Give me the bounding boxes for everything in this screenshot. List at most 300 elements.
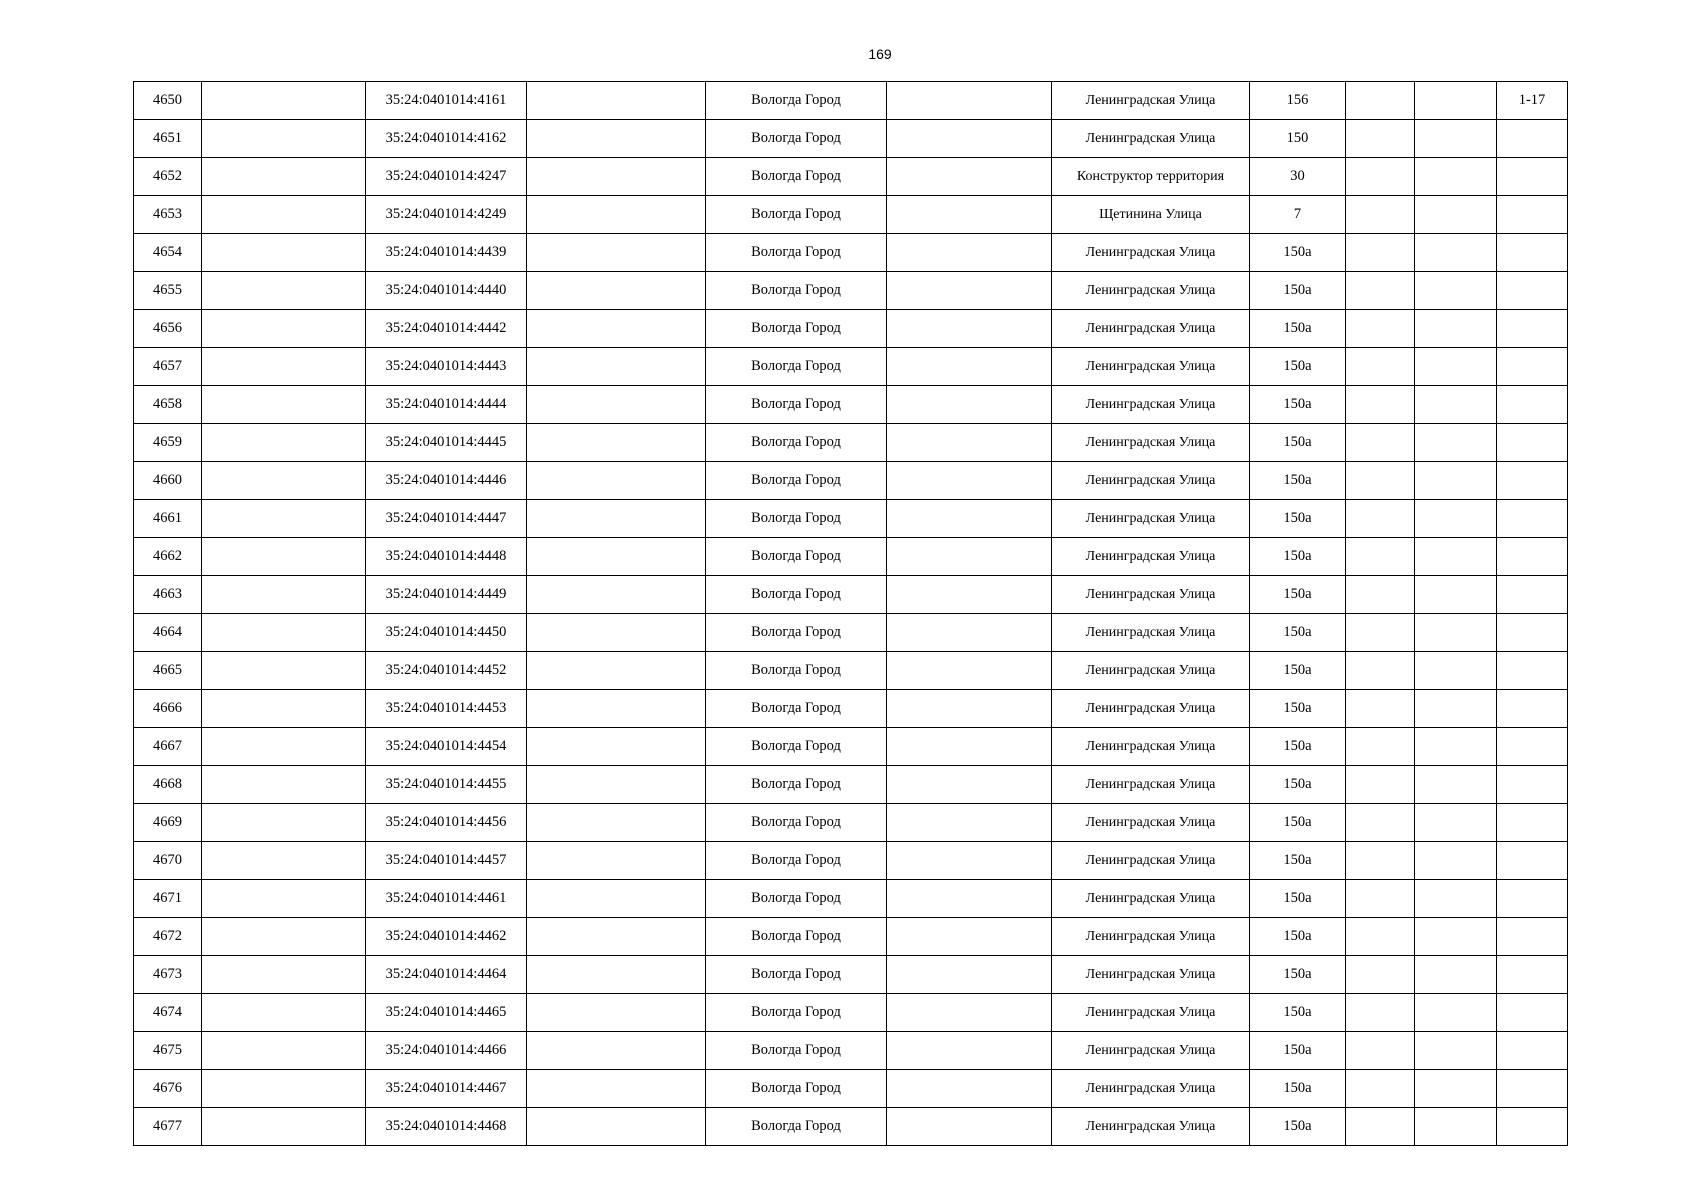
cell-house-number: 150а [1250,1070,1346,1108]
cell-apartment-range [1497,652,1568,690]
table-row [134,1032,1568,1070]
cell-street: Ленинградская Улица [1052,576,1250,614]
cell-empty [887,994,1052,1032]
cell-empty [887,424,1052,462]
cell-apartment-range [1497,424,1568,462]
cell-city: Вологда Город [706,234,887,272]
cell-empty [1346,956,1415,994]
cell-city: Вологда Город [706,1108,887,1146]
cell-city: Вологда Город [706,652,887,690]
cell-city: Вологда Город [706,500,887,538]
cell-street: Ленинградская Улица [1052,766,1250,804]
cell-empty [1415,1108,1497,1146]
table-row [134,462,1568,500]
cell-empty [1346,614,1415,652]
cell-apartment-range [1497,956,1568,994]
cell-apartment-range [1497,538,1568,576]
cell-empty [1415,614,1497,652]
cell-empty [202,880,366,918]
cell-row-number: 4672 [134,918,202,956]
cell-apartment-range [1497,348,1568,386]
cell-apartment-range [1497,234,1568,272]
cell-empty [1346,728,1415,766]
cell-city: Вологда Город [706,956,887,994]
cell-empty [202,82,366,120]
cell-city: Вологда Город [706,576,887,614]
cell-empty [887,272,1052,310]
cell-row-number: 4667 [134,728,202,766]
cell-street: Ленинградская Улица [1052,348,1250,386]
page-number: 169 [868,46,892,62]
cell-empty [202,614,366,652]
cell-row-number: 4663 [134,576,202,614]
cell-empty [527,766,706,804]
cell-street: Ленинградская Улица [1052,918,1250,956]
cell-empty [527,690,706,728]
cell-empty [1346,1108,1415,1146]
cell-row-number: 4651 [134,120,202,158]
table-row [134,766,1568,804]
cell-street: Ленинградская Улица [1052,1108,1250,1146]
cell-empty [202,956,366,994]
cell-empty [202,728,366,766]
table-row [134,158,1568,196]
cell-cadastral-number: 35:24:0401014:4247 [366,158,527,196]
cell-empty [527,880,706,918]
cell-empty [527,918,706,956]
cell-city: Вологда Город [706,918,887,956]
cell-empty [202,994,366,1032]
table-row [134,386,1568,424]
cell-house-number: 150а [1250,500,1346,538]
cell-house-number: 150а [1250,576,1346,614]
cell-cadastral-number: 35:24:0401014:4455 [366,766,527,804]
cell-house-number: 150а [1250,386,1346,424]
cell-empty [1346,424,1415,462]
cell-empty [202,576,366,614]
cell-empty [202,348,366,386]
cell-row-number: 4654 [134,234,202,272]
cell-city: Вологда Город [706,1070,887,1108]
cell-empty [1415,1070,1497,1108]
table-row [134,196,1568,234]
cell-city: Вологда Город [706,1032,887,1070]
cell-apartment-range [1497,842,1568,880]
cell-empty [1346,386,1415,424]
cell-city: Вологда Город [706,804,887,842]
cell-cadastral-number: 35:24:0401014:4453 [366,690,527,728]
cell-empty [1346,918,1415,956]
cell-empty [1346,994,1415,1032]
cell-empty [1346,804,1415,842]
cell-empty [1346,196,1415,234]
cell-empty [1346,158,1415,196]
cell-apartment-range [1497,690,1568,728]
cell-cadastral-number: 35:24:0401014:4443 [366,348,527,386]
cell-apartment-range [1497,766,1568,804]
cell-city: Вологда Город [706,728,887,766]
cell-cadastral-number: 35:24:0401014:4468 [366,1108,527,1146]
cell-empty [527,234,706,272]
cell-empty [887,348,1052,386]
cell-empty [1346,1070,1415,1108]
cell-city: Вологда Город [706,766,887,804]
cell-empty [1415,462,1497,500]
cell-apartment-range [1497,880,1568,918]
cell-cadastral-number: 35:24:0401014:4462 [366,918,527,956]
cell-empty [527,82,706,120]
cell-cadastral-number: 35:24:0401014:4467 [366,1070,527,1108]
table-row [134,842,1568,880]
cell-empty [887,158,1052,196]
cell-row-number: 4653 [134,196,202,234]
cell-empty [887,500,1052,538]
cell-row-number: 4674 [134,994,202,1032]
cell-row-number: 4661 [134,500,202,538]
cell-apartment-range [1497,1032,1568,1070]
cell-house-number: 150а [1250,690,1346,728]
cell-street: Щетинина Улица [1052,196,1250,234]
cell-row-number: 4662 [134,538,202,576]
cell-row-number: 4673 [134,956,202,994]
cell-street: Ленинградская Улица [1052,462,1250,500]
cell-cadastral-number: 35:24:0401014:4457 [366,842,527,880]
cell-row-number: 4655 [134,272,202,310]
cell-empty [202,158,366,196]
table-row [134,500,1568,538]
cell-empty [527,158,706,196]
cell-empty [1415,272,1497,310]
cell-empty [202,652,366,690]
cell-empty [887,728,1052,766]
cell-empty [1346,462,1415,500]
cell-street: Ленинградская Улица [1052,690,1250,728]
table-row [134,1108,1568,1146]
cell-empty [1415,576,1497,614]
cell-empty [887,576,1052,614]
cell-empty [527,120,706,158]
cell-empty [887,310,1052,348]
cell-house-number: 150а [1250,842,1346,880]
cell-empty [887,386,1052,424]
cell-empty [527,1032,706,1070]
cell-city: Вологда Город [706,386,887,424]
cell-cadastral-number: 35:24:0401014:4456 [366,804,527,842]
cell-apartment-range [1497,614,1568,652]
table-row [134,880,1568,918]
cell-city: Вологда Город [706,462,887,500]
cell-cadastral-number: 35:24:0401014:4464 [366,956,527,994]
cell-street: Ленинградская Улица [1052,842,1250,880]
table-row [134,956,1568,994]
cell-empty [1415,880,1497,918]
cell-house-number: 150а [1250,994,1346,1032]
cell-street: Ленинградская Улица [1052,994,1250,1032]
table-row [134,576,1568,614]
cell-empty [1346,538,1415,576]
cell-empty [1346,576,1415,614]
cell-house-number: 150а [1250,310,1346,348]
cell-empty [527,500,706,538]
cell-empty [202,386,366,424]
cell-empty [202,424,366,462]
cell-cadastral-number: 35:24:0401014:4446 [366,462,527,500]
cell-empty [527,576,706,614]
cell-empty [202,1070,366,1108]
cell-empty [1346,880,1415,918]
cell-row-number: 4668 [134,766,202,804]
cell-empty [887,918,1052,956]
cell-empty [202,690,366,728]
cell-empty [1346,766,1415,804]
cell-empty [1415,728,1497,766]
cell-empty [887,614,1052,652]
cell-cadastral-number: 35:24:0401014:4447 [366,500,527,538]
cell-empty [527,386,706,424]
table-row [134,82,1568,120]
cell-empty [1415,196,1497,234]
cell-house-number: 150а [1250,728,1346,766]
cell-empty [527,310,706,348]
cell-empty [887,1070,1052,1108]
cell-empty [527,462,706,500]
cell-empty [1415,538,1497,576]
cell-row-number: 4665 [134,652,202,690]
cell-city: Вологда Город [706,690,887,728]
cell-city: Вологда Город [706,158,887,196]
cell-cadastral-number: 35:24:0401014:4442 [366,310,527,348]
cell-empty [1415,310,1497,348]
cell-street: Ленинградская Улица [1052,424,1250,462]
cell-street: Ленинградская Улица [1052,538,1250,576]
cell-empty [1346,500,1415,538]
cell-street: Ленинградская Улица [1052,956,1250,994]
cell-cadastral-number: 35:24:0401014:4461 [366,880,527,918]
cell-cadastral-number: 35:24:0401014:4452 [366,652,527,690]
cell-empty [527,348,706,386]
cell-empty [1346,234,1415,272]
cell-house-number: 156 [1250,82,1346,120]
cell-apartment-range [1497,728,1568,766]
cell-house-number: 150а [1250,766,1346,804]
cell-empty [527,1070,706,1108]
cell-empty [202,804,366,842]
cell-city: Вологда Город [706,424,887,462]
cell-cadastral-number: 35:24:0401014:4444 [366,386,527,424]
cell-empty [1415,234,1497,272]
cell-house-number: 150а [1250,614,1346,652]
cell-empty [527,196,706,234]
cell-house-number: 150а [1250,956,1346,994]
cell-apartment-range [1497,1070,1568,1108]
cell-street: Ленинградская Улица [1052,804,1250,842]
cell-cadastral-number: 35:24:0401014:4454 [366,728,527,766]
cell-empty [1346,652,1415,690]
cell-apartment-range [1497,272,1568,310]
cell-empty [887,82,1052,120]
cell-house-number: 150а [1250,538,1346,576]
cell-empty [1415,1032,1497,1070]
cell-empty [202,310,366,348]
cell-house-number: 150а [1250,234,1346,272]
cell-empty [202,462,366,500]
cell-cadastral-number: 35:24:0401014:4448 [366,538,527,576]
cell-empty [1415,500,1497,538]
cell-house-number: 30 [1250,158,1346,196]
cell-house-number: 150а [1250,462,1346,500]
cell-street: Ленинградская Улица [1052,120,1250,158]
cell-cadastral-number: 35:24:0401014:4465 [366,994,527,1032]
cell-empty [887,804,1052,842]
cell-empty [202,120,366,158]
cell-row-number: 4656 [134,310,202,348]
cell-city: Вологда Город [706,82,887,120]
cell-street: Ленинградская Улица [1052,310,1250,348]
cell-empty [1415,842,1497,880]
table-row [134,348,1568,386]
cell-row-number: 4652 [134,158,202,196]
cell-street: Ленинградская Улица [1052,500,1250,538]
cell-empty [527,538,706,576]
cell-empty [1415,994,1497,1032]
cell-empty [887,462,1052,500]
cell-apartment-range [1497,1108,1568,1146]
cell-street: Ленинградская Улица [1052,880,1250,918]
cell-street: Ленинградская Улица [1052,272,1250,310]
cell-house-number: 150а [1250,348,1346,386]
cell-empty [1415,804,1497,842]
table-row [134,272,1568,310]
cell-city: Вологда Город [706,310,887,348]
cell-city: Вологда Город [706,842,887,880]
cell-row-number: 4669 [134,804,202,842]
cell-row-number: 4650 [134,82,202,120]
registry-table-body [134,82,1568,1146]
cell-cadastral-number: 35:24:0401014:4450 [366,614,527,652]
cell-apartment-range [1497,196,1568,234]
cell-house-number: 150а [1250,804,1346,842]
cell-street: Ленинградская Улица [1052,728,1250,766]
cell-city: Вологда Город [706,348,887,386]
cell-empty [887,120,1052,158]
cell-empty [527,956,706,994]
cell-house-number: 150а [1250,1108,1346,1146]
cell-empty [202,196,366,234]
cell-apartment-range [1497,918,1568,956]
cell-cadastral-number: 35:24:0401014:4466 [366,1032,527,1070]
cell-house-number: 150а [1250,272,1346,310]
cell-apartment-range [1497,386,1568,424]
cell-street: Ленинградская Улица [1052,386,1250,424]
cell-house-number: 150а [1250,1032,1346,1070]
cell-empty [202,538,366,576]
cell-row-number: 4676 [134,1070,202,1108]
registry-table [133,81,1568,1146]
table-row [134,538,1568,576]
cell-city: Вологда Город [706,880,887,918]
cell-cadastral-number: 35:24:0401014:4439 [366,234,527,272]
cell-empty [202,842,366,880]
cell-empty [1415,158,1497,196]
table-row [134,690,1568,728]
cell-street: Ленинградская Улица [1052,82,1250,120]
cell-empty [202,766,366,804]
cell-empty [1415,652,1497,690]
cell-row-number: 4670 [134,842,202,880]
cell-empty [527,804,706,842]
cell-empty [1415,424,1497,462]
cell-city: Вологда Город [706,994,887,1032]
cell-empty [887,196,1052,234]
cell-city: Вологда Город [706,614,887,652]
cell-empty [202,918,366,956]
table-row [134,918,1568,956]
cell-empty [1346,310,1415,348]
cell-row-number: 4658 [134,386,202,424]
cell-empty [202,272,366,310]
cell-empty [527,842,706,880]
cell-empty [887,538,1052,576]
cell-empty [527,272,706,310]
cell-empty [887,1108,1052,1146]
cell-row-number: 4664 [134,614,202,652]
table-row [134,310,1568,348]
cell-city: Вологда Город [706,538,887,576]
cell-empty [887,234,1052,272]
table-row [134,652,1568,690]
cell-empty [1415,918,1497,956]
cell-empty [1346,842,1415,880]
cell-apartment-range [1497,994,1568,1032]
cell-row-number: 4677 [134,1108,202,1146]
cell-cadastral-number: 35:24:0401014:4161 [366,82,527,120]
cell-cadastral-number: 35:24:0401014:4249 [366,196,527,234]
cell-empty [887,766,1052,804]
cell-cadastral-number: 35:24:0401014:4440 [366,272,527,310]
cell-empty [202,234,366,272]
cell-empty [1415,120,1497,158]
cell-empty [887,690,1052,728]
cell-empty [1346,82,1415,120]
cell-cadastral-number: 35:24:0401014:4449 [366,576,527,614]
table-row [134,728,1568,766]
cell-empty [202,1108,366,1146]
cell-street: Ленинградская Улица [1052,1070,1250,1108]
cell-empty [1346,690,1415,728]
cell-street: Ленинградская Улица [1052,1032,1250,1070]
cell-street: Ленинградская Улица [1052,614,1250,652]
cell-cadastral-number: 35:24:0401014:4162 [366,120,527,158]
table-row [134,120,1568,158]
cell-empty [527,424,706,462]
cell-cadastral-number: 35:24:0401014:4445 [366,424,527,462]
cell-empty [202,500,366,538]
table-row [134,614,1568,652]
cell-empty [1415,690,1497,728]
cell-empty [1415,956,1497,994]
cell-row-number: 4659 [134,424,202,462]
cell-empty [1346,348,1415,386]
cell-row-number: 4657 [134,348,202,386]
cell-apartment-range [1497,576,1568,614]
table-row [134,424,1568,462]
cell-house-number: 150 [1250,120,1346,158]
cell-empty [527,994,706,1032]
cell-empty [1346,272,1415,310]
cell-apartment-range: 1-17 [1497,82,1568,120]
cell-house-number: 150а [1250,424,1346,462]
cell-empty [887,652,1052,690]
